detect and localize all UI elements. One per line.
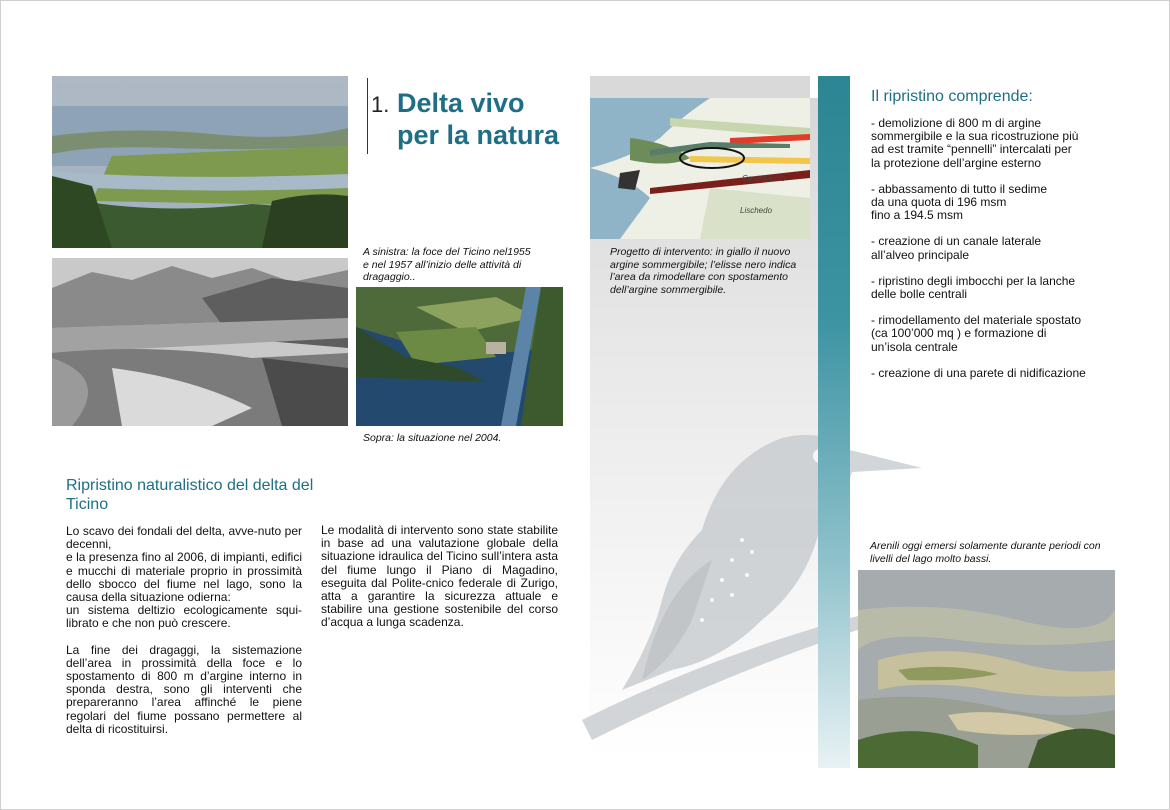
section-column-2 [321,524,558,643]
section-column-1 [66,525,302,749]
map-label-castellaccio: Castellaccio [742,174,786,183]
section-col1-paragraph-2: La fine dei dragaggi, la sistemazione dell’area in prossimità della foce e lo spostamento di 800 m d’argine interno in sponda destra, sono gli interventi che prepareranno l’area affinché le piene regolari del fiume possano permettere al delta di ricostituirsi. [66,642,302,736]
ripristino-list [871,117,1101,393]
map-label-lischedo: Lischedo [740,206,773,215]
delta-1955-photo [52,258,348,426]
delta-landscape-photo [52,76,348,248]
teal-vertical-bar [818,76,850,768]
left-photos-caption: A sinistra: la foce del Ticino nel1955 e nel 1957 all’inizio delle attività di dragaggio.. [363,246,531,283]
project-map [590,98,810,239]
ripristino-item: - creazione di una parete di nidificazione [871,365,1086,380]
ripristino-item: - ripristino degli imbocchi per la lanche delle bolle centrali [871,273,1076,302]
page-title-line2: per la natura [397,120,560,150]
page-title [397,87,559,151]
ripristino-item: - demolizione di 800 m di argine sommergibile e la sua ricostruzione più ad est tramite “pennelli” intercalati per la protezione dell’argine esterno [871,116,1079,170]
title-divider [367,78,368,154]
section-col2-paragraph-1: Le modalità di intervento sono state stabilite in base ad una valutazione globale della situazione idraulica del Ticino sull’intera asta del fiume lungo il Piano di Magadino, eseguita dal Polite-cnico federale di Zurigo, atta a garantire la sicurezza attuale e stabilire una gestione sostenibile del corso d’acqua a lunga scadenza. [321,523,558,630]
ripristino-item: - abbassamento di tutto il sedime da una quota di 196 msm fino a 194.5 msm [871,181,1048,223]
title-number: 1. [371,92,390,117]
delta-2004-aerial-photo [356,287,563,426]
section-heading: Ripristino naturalistico del delta del Ticino [66,477,314,513]
project-map-caption: Progetto di intervento: in giallo il nuovo argine sommergibile; l’elisse nero indica l’area da rimodellare con spostamento dell’argine sommergibile. [610,246,797,296]
sandbanks-photo [858,570,1115,768]
gray-header-band [590,76,810,98]
page-title-line1: Delta vivo [397,88,525,118]
sandbanks-caption: Arenili oggi emersi solamente durante periodi con livelli del lago molto bassi. [870,540,1101,565]
section-col1-paragraph-1: Lo scavo dei fondali del delta, avve-nuto per decenni, e la presenza fino al 2006, di impianti, edifici e mucchi di materiale proprio in prossimità dello sbocco del fiume nel lago, sono la causa della situazione odierna: un sistema deltizio ecologicamente squi-librato e che non può crescere. [66,524,302,631]
aerial-2004-caption: Sopra: la situazione nel 2004. [363,432,502,444]
ripristino-item: - rimodellamento del materiale spostato (ca 100’000 mq ) e formazione di un’isola centrale [871,313,1082,354]
ripristino-heading: Il ripristino comprende: [871,88,1033,105]
ripristino-item: - creazione di un canale laterale all’alveo principale [871,234,1042,262]
